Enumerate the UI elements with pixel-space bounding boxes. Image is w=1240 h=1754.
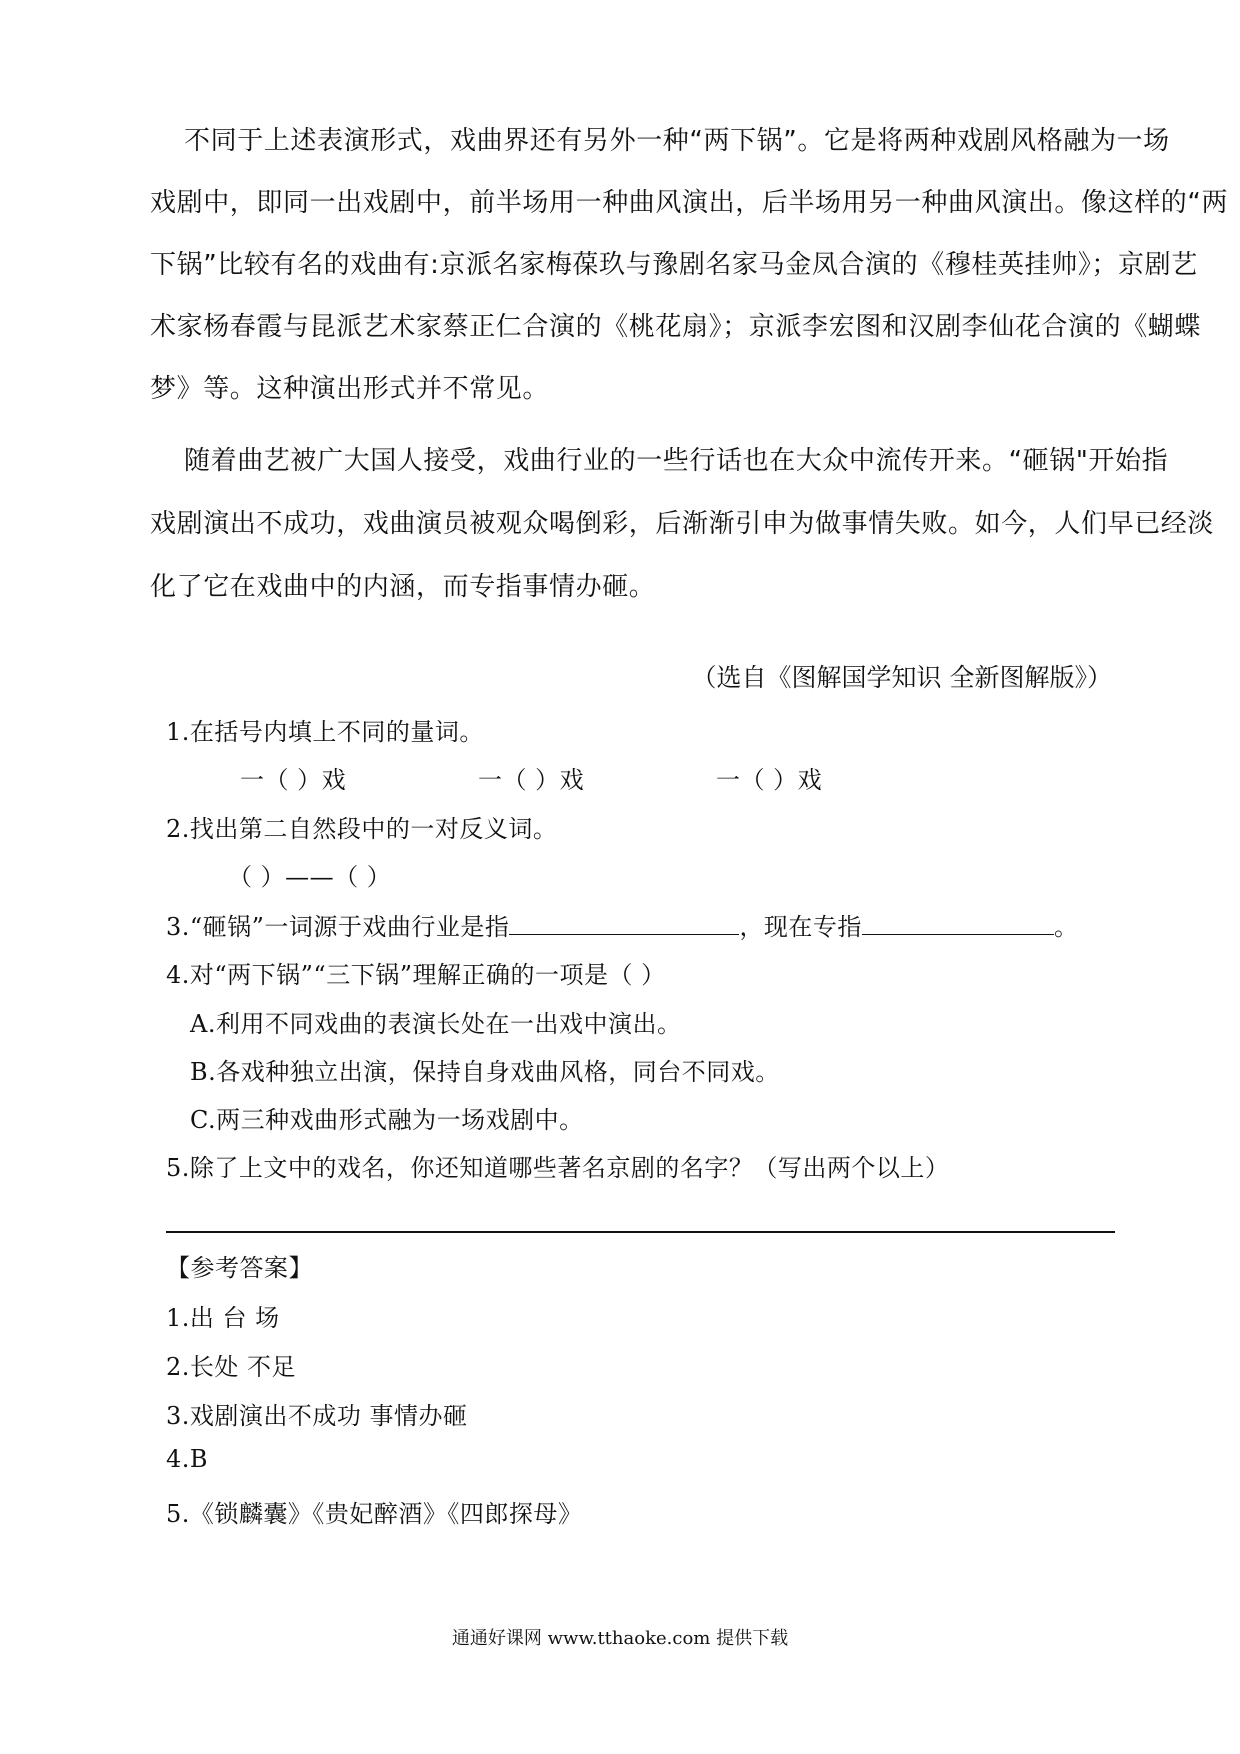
q3-answer-blank-1[interactable] <box>509 912 739 935</box>
q3-middle: ，现在专指 <box>739 913 862 941</box>
text-line: 不同于上述表演形式，戏曲界还有另外一种“两下锅”。它是将两种戏剧风格融为一场 <box>184 126 1170 156</box>
q4-option-c: C.两三种戏曲形式融为一场戏剧中。 <box>190 1106 584 1134</box>
q1-blank-2: 一（ ）戏 <box>478 766 585 794</box>
text-line: 戏剧中，即同一出戏剧中，前半场用一种曲风演出，后半场用另一种曲风演出。像这样的“两 <box>150 188 1229 218</box>
answer-5: 5.《锁麟囊》《贵妃醉酒》《四郎探母》 <box>166 1500 583 1528</box>
answer-3: 3.戏剧演出不成功 事情办砸 <box>166 1402 468 1430</box>
question-1: 1.在括号内填上不同的量词。 <box>166 718 484 746</box>
q4-option-a: A.利用不同戏曲的表演长处在一出戏中演出。 <box>190 1010 682 1038</box>
question-5: 5.除了上文中的戏名，你还知道哪些著名京剧的名字？（写出两个以上） <box>166 1154 950 1182</box>
q2-antonym-blanks: （ ）——（ ） <box>228 863 392 891</box>
q1-blank-3: 一（ ）戏 <box>716 766 823 794</box>
text-line: 术家杨春霞与昆派艺术家蔡正仁合演的《桃花扇》；京派李宏图和汉剧李仙花合演的《蝴蝶 <box>150 312 1202 342</box>
q1-blank-1: 一（ ）戏 <box>240 766 347 794</box>
answers-heading: 【参考答案】 <box>166 1254 313 1282</box>
text-line: 化了它在戏曲中的内涵，而专指事情办砸。 <box>150 572 656 602</box>
answer-2: 2.长处 不足 <box>166 1353 297 1381</box>
question-4: 4.对“两下锅”“三下锅”理解正确的一项是（ ） <box>166 961 666 989</box>
text-line: 下锅”比较有名的戏曲有:京派名家梅葆玖与豫剧名家马金凤合演的《穆桂英挂帅》；京剧艺 <box>150 250 1198 280</box>
text-line: 戏剧演出不成功，戏曲演员被观众喝倒彩，后渐渐引申为做事情失败。如今，人们早已经淡 <box>150 509 1215 539</box>
answer-divider <box>166 1231 1115 1233</box>
q3-suffix: 。 <box>1053 913 1079 941</box>
q3-prefix: 3.“砸锅”一词源于戏曲行业是指 <box>166 913 510 941</box>
q3-answer-blank-2[interactable] <box>862 912 1054 935</box>
q4-option-b: B.各戏种独立出演，保持自身戏曲风格，同台不同戏。 <box>190 1058 780 1086</box>
text-line: 梦》等。这种演出形式并不常见。 <box>150 374 550 404</box>
page-footer: 通通好课网 www.tthaoke.com 提供下载 <box>451 1628 789 1649</box>
source-citation: （选自《图解国学知识 全新图解版》） <box>691 663 1112 692</box>
answer-1: 1.出 台 场 <box>166 1304 280 1332</box>
text-line: 随着曲艺被广大国人接受，戏曲行业的一些行话也在大众中流传开来。“砸锅"开始指 <box>184 446 1169 476</box>
question-3 <box>166 907 1078 942</box>
question-2: 2.找出第二自然段中的一对反义词。 <box>166 815 558 843</box>
answer-4: 4.B <box>166 1445 209 1473</box>
